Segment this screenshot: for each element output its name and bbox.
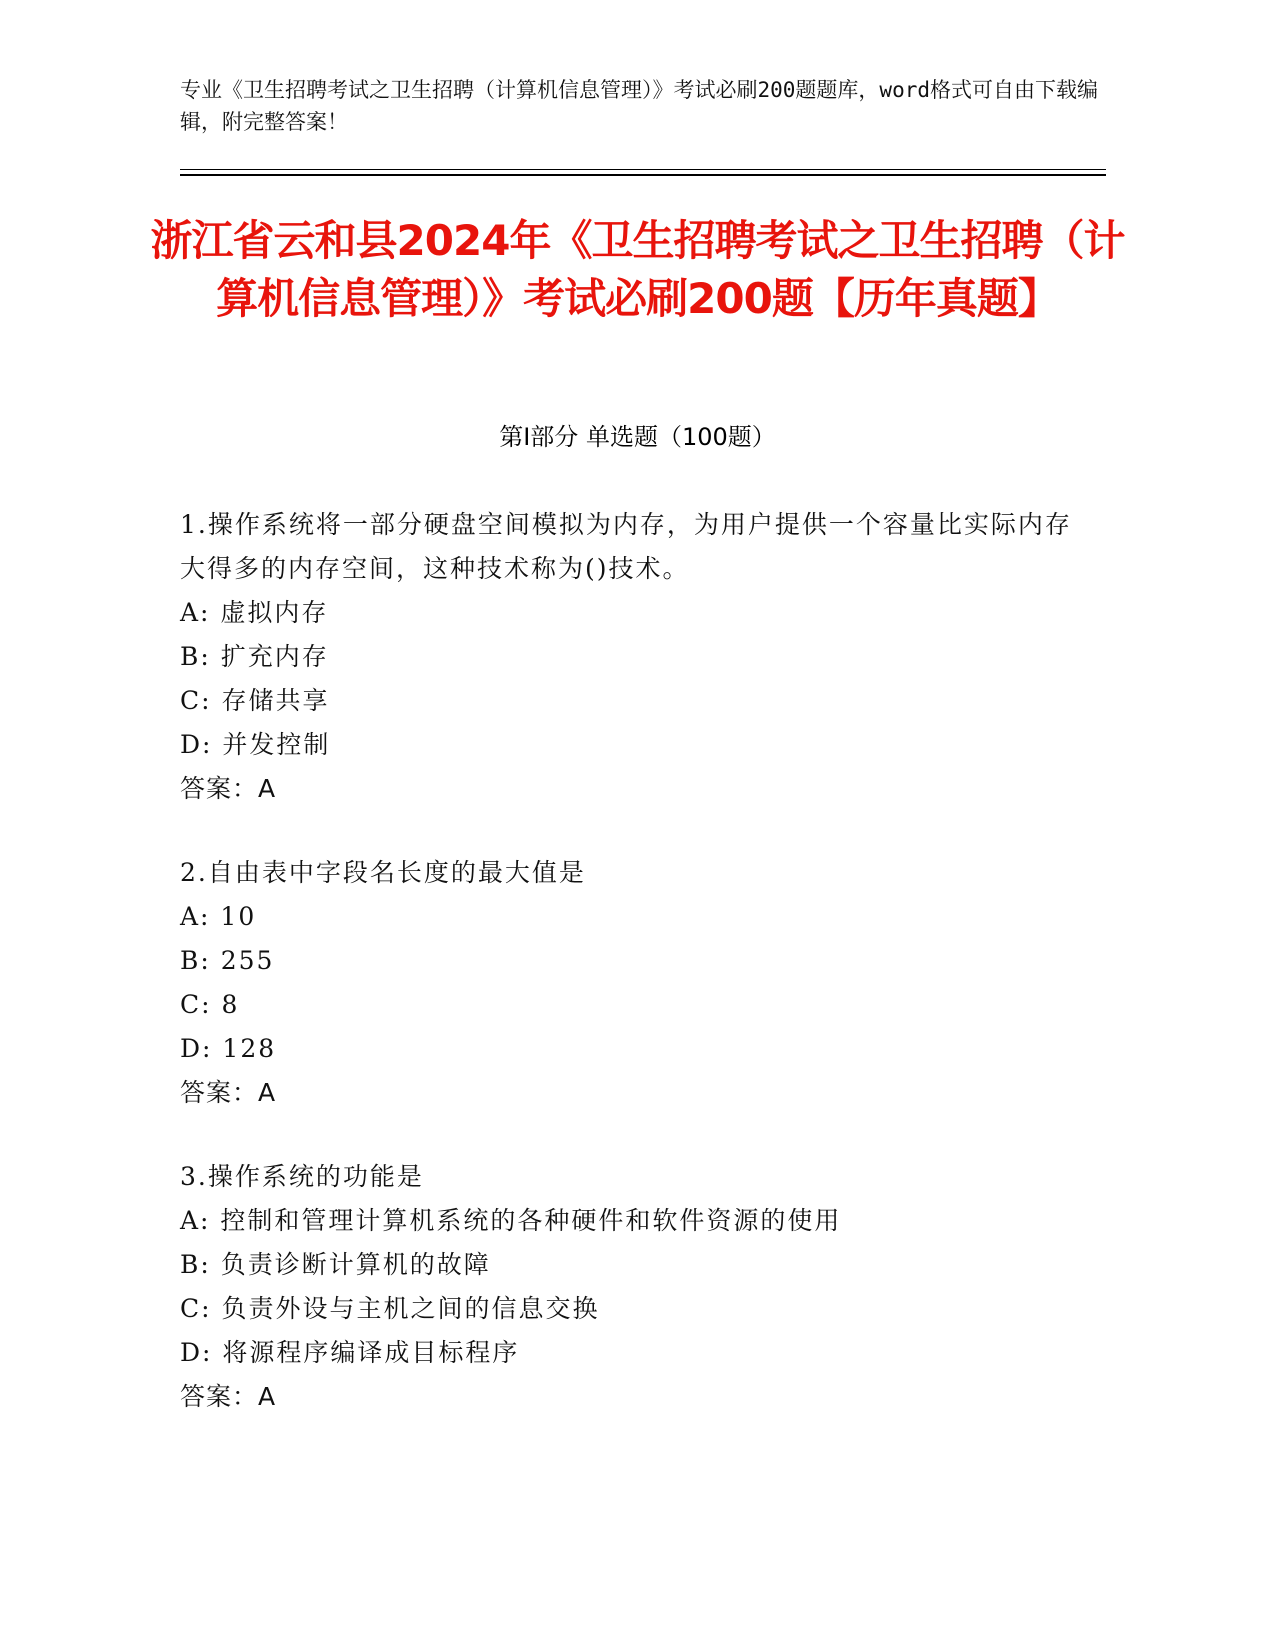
option-c: C: 负责外设与主机之间的信息交换: [180, 1294, 600, 1323]
question-block: [180, 851, 1080, 1115]
header-divider-thin: [180, 169, 1106, 170]
option-a: A: 虚拟内存: [180, 598, 329, 627]
answer-text: 答案：A: [180, 1382, 277, 1411]
option-b: B: 扩充内存: [180, 642, 329, 671]
option-a: A: 控制和管理计算机系统的各种硬件和软件资源的使用: [180, 1206, 842, 1235]
section-heading: 第Ⅰ部分 单选题（100题）: [499, 423, 776, 451]
question-text: 2.自由表中字段名长度的最大值是: [180, 858, 586, 887]
option-d: D: 将源程序编译成目标程序: [180, 1338, 520, 1367]
question-text: 1.操作系统将一部分硬盘空间模拟为内存，为用户提供一个容量比实际内存大得多的内存空间，这种技术称为()技术。: [180, 510, 1072, 583]
option-b: B: 255: [180, 946, 275, 975]
header-divider-thick: [180, 174, 1106, 176]
option-d: D: 并发控制: [180, 730, 331, 759]
option-d: D: 128: [180, 1034, 277, 1063]
document-title: 浙江省云和县2024年《卫生招聘考试之卫生招聘（计算机信息管理）》考试必刷200题【历年真题】: [150, 216, 1125, 323]
header-note: 专业《卫生招聘考试之卫生招聘（计算机信息管理）》考试必刷200题题库，word格式可自由下载编辑，附完整答案！: [180, 78, 1098, 134]
question-text: 3.操作系统的功能是: [180, 1162, 424, 1191]
question-block: [180, 1155, 1080, 1419]
option-b: B: 负责诊断计算机的故障: [180, 1250, 491, 1279]
answer-text: 答案：A: [180, 774, 277, 803]
option-c: C: 存储共享: [180, 686, 330, 715]
question-block: [180, 503, 1080, 811]
option-c: C: 8: [180, 990, 240, 1019]
answer-text: 答案：A: [180, 1078, 277, 1107]
option-a: A: 10: [180, 902, 257, 931]
